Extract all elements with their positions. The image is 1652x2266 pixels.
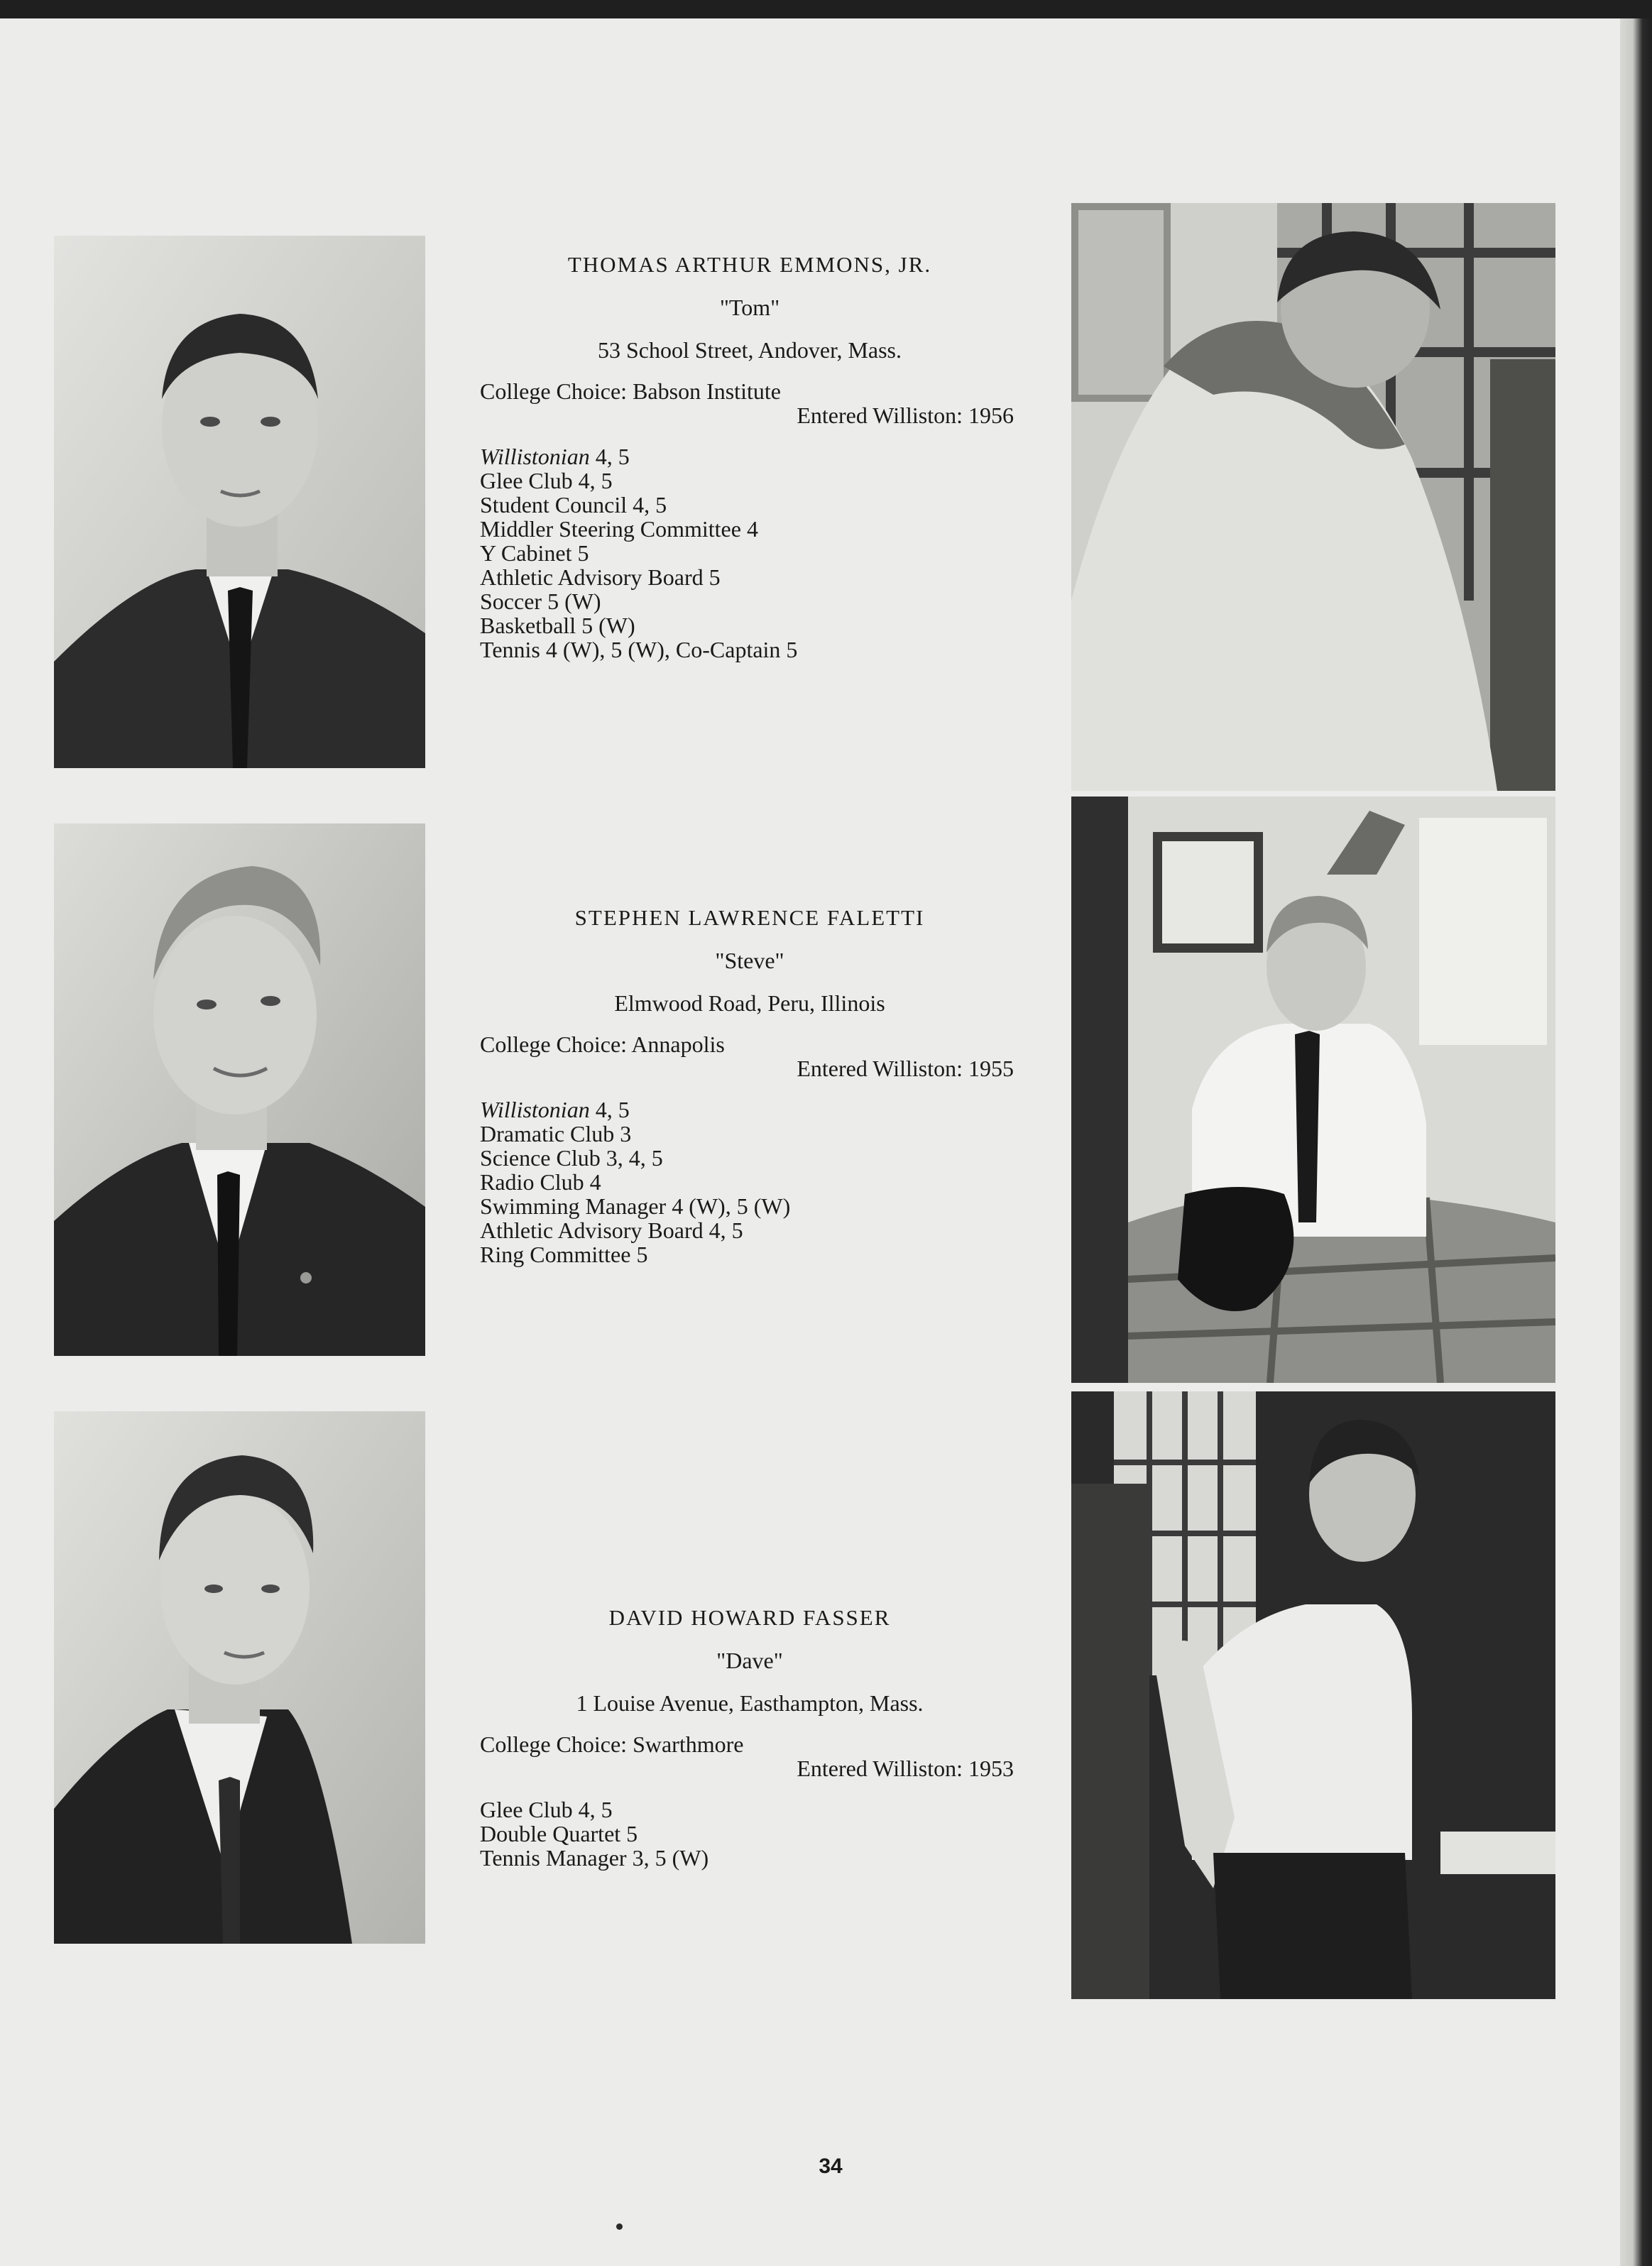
entered-year: Entered Williston: 1956 [797, 403, 1014, 428]
page-number: 34 [819, 2155, 843, 2178]
activity-item [480, 517, 1019, 541]
student-name: THOMAS ARTHUR EMMONS, JR. [567, 252, 932, 277]
activity-item [480, 493, 1019, 517]
activity-italic: Willistonian [480, 1097, 590, 1122]
activities-list [480, 1797, 1019, 1870]
activity-item [480, 637, 1019, 662]
activity-text: Tennis 4 (W), 5 (W), Co-Captain 5 [480, 637, 798, 662]
activity-item [480, 1146, 1019, 1170]
portrait-photo-emmons [54, 236, 425, 768]
yearbook-page [0, 18, 1633, 2266]
activity-text: Glee Club 4, 5 [480, 468, 613, 493]
page-edge-shadow [1620, 18, 1652, 2266]
activity-text: Student Council 4, 5 [480, 492, 667, 518]
activity-text: Dramatic Club 3 [480, 1121, 632, 1146]
activity-item [480, 469, 1019, 493]
activity-text: 4, 5 [589, 1097, 630, 1122]
candid-photo-emmons [1071, 203, 1555, 791]
activity-text: Glee Club 4, 5 [480, 1797, 613, 1822]
student-nickname: "Dave" [716, 1648, 783, 1673]
activity-item [480, 1194, 1019, 1218]
activity-text: Science Club 3, 4, 5 [480, 1145, 663, 1171]
activity-text: Basketball 5 (W) [480, 613, 635, 638]
student-nickname: "Tom" [719, 295, 780, 320]
candid-photo-fasser [1071, 1391, 1555, 1999]
activity-text: Swimming Manager 4 (W), 5 (W) [480, 1193, 791, 1219]
activity-text: Y Cabinet 5 [480, 540, 589, 566]
student-name: DAVID HOWARD FASSER [608, 1605, 891, 1630]
activity-item [480, 444, 1019, 469]
activity-text: Double Quartet 5 [480, 1821, 638, 1846]
student-address: Elmwood Road, Peru, Illinois [614, 990, 885, 1016]
student-nickname: "Steve" [715, 948, 784, 973]
activity-text: 4, 5 [589, 444, 630, 469]
activity-item [480, 613, 1019, 637]
activity-text: Middler Steering Committee 4 [480, 516, 758, 542]
activity-item [480, 1218, 1019, 1242]
student-address: 1 Louise Avenue, Easthampton, Mass. [576, 1690, 924, 1716]
student-address: 53 School Street, Andover, Mass. [597, 337, 902, 363]
activity-text: Tennis Manager 3, 5 (W) [480, 1845, 709, 1871]
entered-year: Entered Williston: 1955 [797, 1056, 1014, 1081]
candid-photo-faletti [1071, 797, 1555, 1383]
activity-item [480, 1822, 1019, 1846]
activity-text: Radio Club 4 [480, 1169, 601, 1195]
student-entry-faletti [480, 906, 1019, 1266]
activity-item [480, 1846, 1019, 1870]
college-choice: College Choice: Swarthmore [480, 1731, 744, 1757]
activity-text: Soccer 5 (W) [480, 589, 601, 614]
activities-list [480, 1098, 1019, 1266]
student-name: STEPHEN LAWRENCE FALETTI [574, 905, 925, 930]
activity-item [480, 1098, 1019, 1122]
activity-italic: Willistonian [480, 444, 590, 469]
activity-item [480, 589, 1019, 613]
portrait-photo-faletti [54, 823, 425, 1356]
activity-item [480, 1122, 1019, 1146]
college-choice: College Choice: Annapolis [480, 1031, 725, 1057]
student-entry-emmons [480, 253, 1019, 662]
activity-item [480, 1797, 1019, 1822]
student-entry-fasser [480, 1606, 1019, 1870]
print-speck [616, 2223, 623, 2230]
portrait-photo-fasser [54, 1411, 425, 1944]
activity-item [480, 1170, 1019, 1194]
activity-text: Athletic Advisory Board 5 [480, 564, 721, 590]
activity-text: Athletic Advisory Board 4, 5 [480, 1217, 743, 1243]
college-choice: College Choice: Babson Institute [480, 378, 781, 404]
activity-text: Ring Committee 5 [480, 1242, 648, 1267]
activity-item [480, 1242, 1019, 1266]
activity-item [480, 541, 1019, 565]
activity-item [480, 565, 1019, 589]
activities-list [480, 444, 1019, 662]
entered-year: Entered Williston: 1953 [797, 1756, 1014, 1781]
